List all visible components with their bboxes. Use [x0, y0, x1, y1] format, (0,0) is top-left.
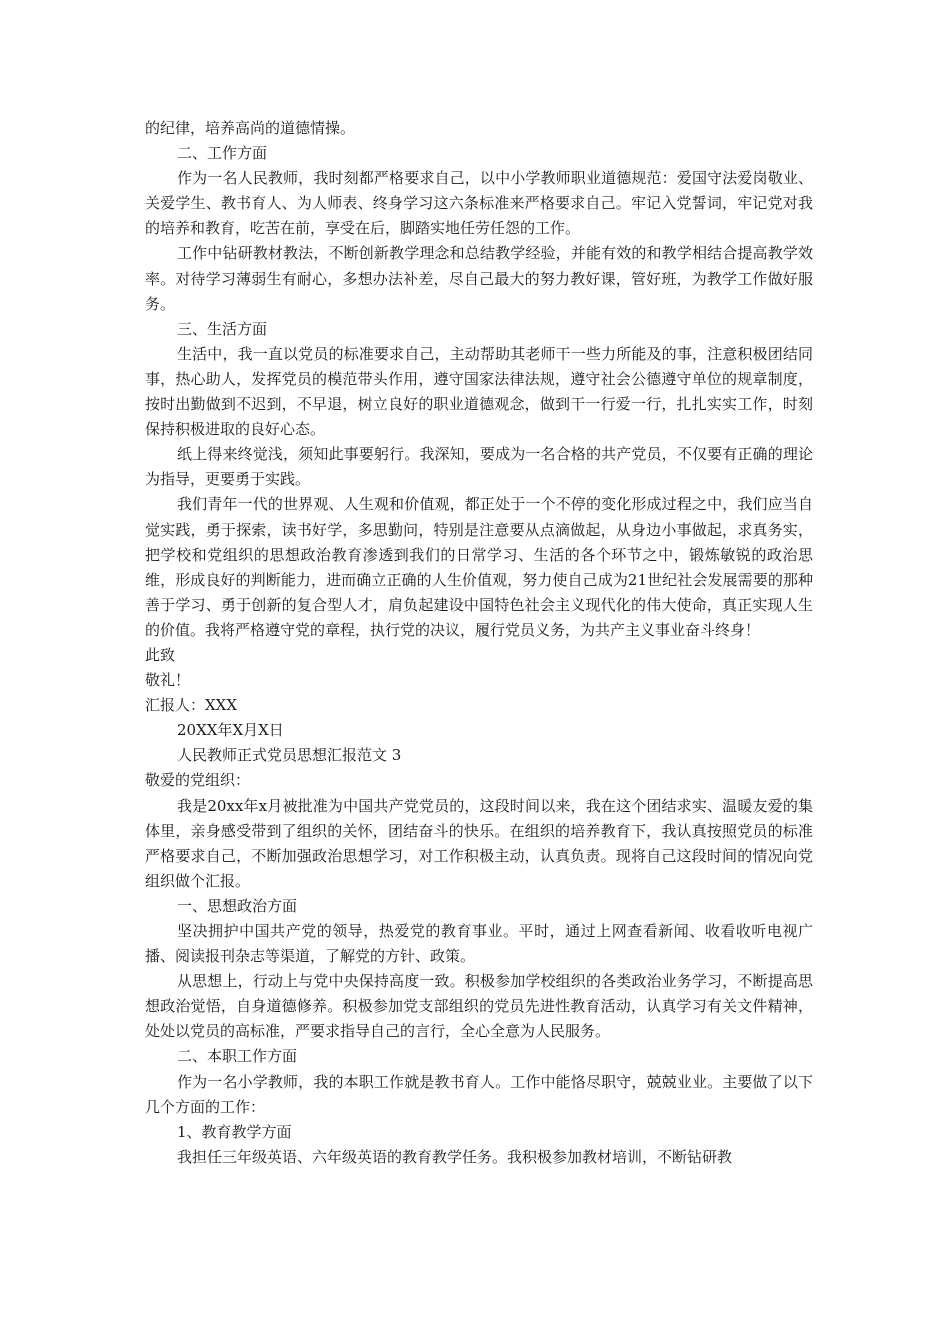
paragraph: 我是20xx年x月被批准为中国共产党党员的，这段时间以来，我在这个团结求实、温暖友爱的集体里，亲身感受带到了组织的关怀，团结奋斗的快乐。在组织的培养教育下，我认真按照党员的标准严格要求自己，不断加强政治思想学习，对工作积极主动，认真负责。现将自己这段时间的情况向党组织做个汇报。: [145, 796, 813, 890]
paragraph: 作为一名小学教师，我的本职工作就是教书育人。工作中能恪尽职守，兢兢业业。主要做了以下几个方面的工作：: [145, 1072, 813, 1116]
section-heading: 1、教育教学方面: [177, 1122, 292, 1141]
document-body: [145, 116, 813, 1170]
paragraph: 我们青年一代的世界观、人生观和价值观，都正处于一个不停的变化形成过程之中，我们应当自觉实践，勇于探索，读书好学，多思勤问，特别是注意要从点滴做起，从身边小事做起，求真务实，把学校和党组织的思想政治教育渗透到我们的日常学习、生活的各个环节之中，锻炼敏锐的政治思维，形成良好的判断能力，进而确立正确的人生价值观，努力使自己成为21世纪社会发展需要的那种善于学习、勇于创新的复合型人才，肩负起建设中国特色社会主义现代化的伟大使命，真正实现人生的价值。我将严格遵守党的章程，执行党的决议，履行党员义务，为共产主义事业奋斗终身！: [145, 495, 813, 639]
paragraph: 我担任三年级英语、六年级英语的教育教学任务。我积极参加教材培训，不断钻研教: [177, 1147, 733, 1166]
paragraph: 作为一名人民教师，我时刻都严格要求自己，以中小学教师职业道德规范：爱国守法爱岗敬业、关爱学生、教书育人、为人师表、终身学习这六条标准来严格要求自己。牢记入党誓词，牢记党对我的培养和教育，吃苦在前，享受在后，脚踏实地任劳任怨的工作。: [145, 169, 813, 238]
salutation: 敬礼！: [145, 671, 191, 690]
section-heading: 二、工作方面: [177, 144, 268, 163]
section-heading: 二、本职工作方面: [177, 1047, 298, 1066]
article-title: 人民教师正式党员思想汇报范文 3: [177, 746, 402, 765]
paragraph: 纸上得来终觉浅，须知此事要躬行。我深知，要成为一名合格的共产党员，不仅要有正确的理论为指导，更要勇于实践。: [145, 445, 813, 489]
paragraph: 从思想上，行动上与党中央保持高度一致。积极参加学校组织的各类政治业务学习，不断提高思想政治觉悟，自身道德修养。积极参加党支部组织的党员先进性教育活动，认真学习有关文件精神，处处以党员的高标准，严要求指导自己的言行，全心全意为人民服务。: [145, 972, 813, 1041]
date-line: 20XX年X月X日: [177, 721, 284, 740]
reporter-line: 汇报人：XXX: [145, 696, 238, 715]
closing-line: 此致: [145, 645, 176, 664]
paragraph: 的纪律，培养高尚的道德情操。: [145, 119, 356, 137]
paragraph: 生活中，我一直以党员的标准要求自己，主动帮助其老师干一些力所能及的事，注意积极团结同事，热心助人，发挥党员的模范带头作用，遵守国家法律法规，遵守社会公德遵守单位的规章制度，按时出勤做到不迟到，不早退，树立良好的职业道德观念，做到干一行爱一行，扎扎实实工作，时刻保持积极进取的良好心态。: [145, 344, 813, 439]
paragraph: 工作中钻研教材教法，不断创新教学理念和总结教学经验，并能有效的和教学相结合提高教学效率。对待学习薄弱生有耐心，多想办法补差，尽自己最大的努力教好课，管好班，为教学工作做好服务。: [145, 244, 813, 313]
paragraph: 坚决拥护中国共产党的领导，热爱党的教育事业。平时，通过上网查看新闻、收看收听电视广播、阅读报刊杂志等渠道，了解党的方针、政策。: [145, 922, 813, 966]
section-heading: 三、生活方面: [177, 319, 268, 338]
section-heading: 一、思想政治方面: [177, 896, 298, 915]
greeting: 敬爱的党组织：: [145, 771, 251, 790]
